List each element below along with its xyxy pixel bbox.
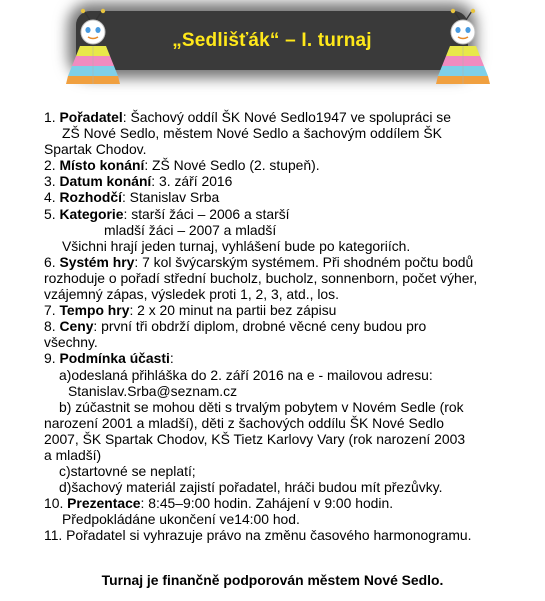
item-text: : 2 x 20 minut na partii bez zápisu bbox=[129, 302, 337, 319]
item-label: Datum konání bbox=[59, 173, 152, 190]
item-text: Pořadatel si vyhrazuje právo na změnu časového harmonogramu. bbox=[66, 527, 472, 544]
sub-item: a)odeslaná přihláška do 2. září 2016 na e - mailovou adresu: bbox=[59, 366, 433, 383]
item-number: 7. bbox=[44, 302, 56, 319]
item-number: 9. bbox=[44, 350, 56, 367]
item-continuation: 2007, ŠK Spartak Chodov, KŠ Tietz Karlovy Vary (rok narození 2003 bbox=[44, 430, 466, 447]
email-address: Stanislav.Srba@seznam.cz bbox=[68, 382, 238, 399]
item-label: Prezentace bbox=[67, 495, 141, 512]
list-item bbox=[44, 318, 506, 334]
item-label: Rozhodčí bbox=[59, 189, 122, 206]
list-item bbox=[44, 206, 506, 222]
item-text: : Šachový oddíl ŠK Nové Sedlo1947 ve spolupráci se bbox=[122, 109, 451, 125]
item-number: 4. bbox=[44, 189, 56, 206]
item-continuation: Předpokládáne ukončení ve14:00 hod. bbox=[62, 511, 300, 528]
item-text: : bbox=[169, 350, 174, 367]
item-number: 11. bbox=[44, 527, 63, 544]
list-item bbox=[44, 254, 506, 270]
item-continuation: rozhoduje o pořadí střední bucholz, bucholz, sonnenborn, počet výher, bbox=[44, 269, 478, 286]
item-number: 6. bbox=[44, 253, 56, 270]
item-text: : 3. září 2016 bbox=[151, 173, 233, 190]
title-banner bbox=[76, 11, 468, 70]
item-continuation: vzájemný zápas, výsledek proti 1, 2, 3, atd., los. bbox=[44, 286, 339, 303]
pawn-mascot-icon bbox=[60, 8, 124, 88]
sub-item: d)šachový materiál zajistí pořadatel, hráči budou mít přezůvky. bbox=[59, 479, 443, 496]
item-label: Tempo hry bbox=[59, 302, 130, 319]
pawn-mascot-icon bbox=[430, 8, 494, 88]
sub-item: b) zúčastnit se mohou děti s trvalým pobytem v Novém Sedle (rok bbox=[59, 398, 464, 415]
item-continuation: Všichni hrají jeden turnaj, vyhlášení bude po kategoriích. bbox=[62, 237, 411, 254]
list-item bbox=[44, 350, 506, 366]
sub-item: c)startovné se neplatí; bbox=[59, 463, 196, 480]
item-number: 5. bbox=[44, 205, 56, 222]
item-text: : první tři obdrží diplom, drobné věcné ceny budou pro bbox=[93, 318, 427, 335]
item-number: 2. bbox=[44, 157, 56, 174]
item-label: Kategorie bbox=[59, 205, 124, 222]
item-text: : 8:45–9:00 hodin. Zahájení v 9:00 hodin. bbox=[140, 495, 394, 512]
item-continuation: ZŠ Nové Sedlo, městem Nové Sedlo a šachovým oddílem ŠK bbox=[62, 125, 442, 142]
list-item bbox=[44, 527, 506, 543]
item-continuation: a mladší) bbox=[44, 446, 102, 463]
rules-list bbox=[44, 109, 506, 544]
list-item bbox=[44, 189, 506, 205]
item-text: : 7 kol švýcarským systémem. Při shodném počtu bodů bbox=[134, 253, 474, 270]
item-label: Systém hry bbox=[59, 253, 135, 270]
list-item bbox=[44, 173, 506, 189]
list-item bbox=[44, 157, 506, 173]
item-label: Místo konání bbox=[59, 157, 145, 174]
item-text: : ZŠ Nové Sedlo (2. stupeň). bbox=[144, 157, 320, 174]
sponsor-note: Turnaj je finančně podporován městem Nové Sedlo. bbox=[101, 572, 444, 588]
item-number: 8. bbox=[44, 318, 56, 335]
item-number: 3. bbox=[44, 173, 56, 190]
list-item bbox=[44, 302, 506, 318]
item-label: Ceny bbox=[59, 318, 94, 335]
item-number: 1. bbox=[44, 109, 56, 125]
item-continuation: mladší žáci – 2007 a mladší bbox=[104, 221, 277, 238]
page-title: „Sedlišťák“ – I. turnaj bbox=[172, 30, 372, 51]
list-item bbox=[44, 495, 506, 511]
item-label: Pořadatel bbox=[59, 109, 123, 125]
item-continuation: Spartak Chodov. bbox=[44, 141, 147, 158]
item-text: : starší žáci – 2006 a starší bbox=[123, 205, 290, 222]
item-continuation: narození 2001 a mladší), děti z šachových oddílu ŠK Nové Sedlo bbox=[44, 414, 444, 431]
item-text: : Stanislav Srba bbox=[121, 189, 220, 206]
item-continuation: všechny. bbox=[44, 334, 98, 351]
item-number: 10. bbox=[44, 495, 64, 512]
list-item bbox=[44, 109, 506, 125]
item-label: Podmínka účasti bbox=[59, 350, 170, 367]
